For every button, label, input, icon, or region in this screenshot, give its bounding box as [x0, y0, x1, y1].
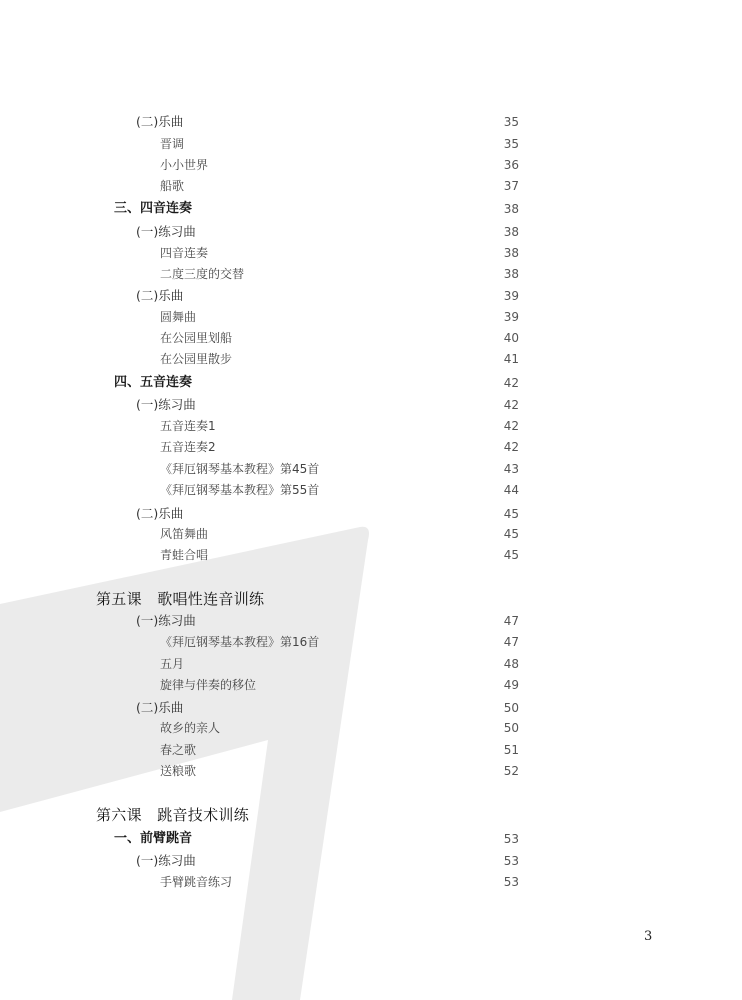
toc-entry-page: 38 — [503, 202, 519, 216]
toc-entry-title: 旋律与伴奏的移位 — [160, 678, 257, 692]
toc-entry-title: (一)练习曲 — [136, 397, 196, 412]
toc-entry-page: 50 — [503, 721, 519, 735]
toc-entry-page: 37 — [503, 179, 519, 193]
toc-entry-page: 40 — [503, 331, 519, 345]
toc-entry — [0, 632, 742, 652]
toc-entry — [0, 416, 742, 436]
toc-entry — [0, 740, 742, 760]
toc-entry — [0, 264, 742, 284]
toc-entry-page: 53 — [503, 875, 519, 889]
toc-entry — [0, 698, 742, 718]
toc-entry-page: 42 — [503, 398, 519, 412]
chapter-heading — [0, 805, 742, 825]
toc-entry-title: (二)乐曲 — [136, 114, 184, 129]
toc-entry — [0, 134, 742, 154]
toc-entry — [0, 307, 742, 327]
toc-entry-page: 35 — [503, 115, 519, 129]
toc-entry-title: (一)练习曲 — [136, 224, 196, 239]
toc-entry-title: 二度三度的交替 — [160, 267, 245, 281]
toc-entry-page: 38 — [503, 246, 519, 260]
toc-entry-page: 45 — [503, 507, 519, 521]
toc-entry-title: 送粮歌 — [160, 764, 197, 778]
toc-entry-title: 风笛舞曲 — [160, 527, 209, 541]
toc-entry-title: 船歌 — [160, 179, 185, 193]
toc-entry-title: 《拜厄钢琴基本教程》第55首 — [160, 483, 320, 497]
toc-entry-title: 五音连奏2 — [160, 440, 216, 454]
toc-entry-page: 42 — [503, 376, 519, 390]
toc-entry-title: 圆舞曲 — [160, 310, 197, 324]
toc-entry-page: 42 — [503, 419, 519, 433]
toc-entry-title: 《拜厄钢琴基本教程》第45首 — [160, 462, 320, 476]
toc-entry-title: 五音连奏1 — [160, 419, 216, 433]
toc-entry — [0, 718, 742, 738]
toc-entry — [0, 222, 742, 242]
chapter-title: 第五课 歌唱性连音训练 — [96, 590, 265, 608]
toc-entry-title: 晋调 — [160, 137, 185, 151]
toc-entry-page: 45 — [503, 548, 519, 562]
toc-entry — [0, 349, 742, 369]
toc-entry — [0, 459, 742, 479]
toc-entry-title: 小小世界 — [160, 158, 209, 172]
toc-entry-page: 53 — [503, 832, 519, 846]
toc-entry-title: 故乡的亲人 — [160, 721, 221, 735]
toc-entry — [0, 504, 742, 524]
toc-entry-page: 47 — [503, 614, 519, 628]
toc-entry-page: 52 — [503, 764, 519, 778]
toc-entry-page: 53 — [503, 854, 519, 868]
toc-entry — [0, 524, 742, 544]
toc-entry — [0, 112, 742, 132]
toc-entry-title: 在公园里划船 — [160, 331, 233, 345]
toc-entry — [0, 199, 742, 219]
toc-entry-page: 44 — [503, 483, 519, 497]
toc-entry — [0, 851, 742, 871]
toc-entry — [0, 654, 742, 674]
toc-entry-title: 四、五音连奏 — [114, 375, 193, 390]
toc-entry — [0, 437, 742, 457]
toc-entry — [0, 155, 742, 175]
toc-entry — [0, 545, 742, 565]
toc-entry-page: 51 — [503, 743, 519, 757]
toc-entry-page: 45 — [503, 527, 519, 541]
toc-entry-title: 一、前臂跳音 — [114, 831, 193, 846]
toc-entry-page: 47 — [503, 635, 519, 649]
toc-entry-page: 39 — [503, 310, 519, 324]
toc-entry-page: 39 — [503, 289, 519, 303]
toc-entry — [0, 480, 742, 500]
toc-entry-title: 三、四音连奏 — [114, 201, 193, 216]
toc-entry-page: 50 — [503, 701, 519, 715]
toc-entry-title: 五月 — [160, 657, 185, 671]
page-number: 3 — [644, 929, 653, 944]
toc-entry-title: (一)练习曲 — [136, 613, 196, 628]
toc-entry-title: (二)乐曲 — [136, 288, 184, 303]
toc-entry-page: 43 — [503, 462, 519, 476]
toc-entry — [0, 328, 742, 348]
toc-entry-page: 49 — [503, 678, 519, 692]
toc-entry-page: 48 — [503, 657, 519, 671]
toc-entry-title: 四音连奏 — [160, 246, 209, 260]
toc-entry — [0, 176, 742, 196]
toc-entry-page: 42 — [503, 440, 519, 454]
toc-entry — [0, 872, 742, 892]
toc-entry-title: 在公园里散步 — [160, 352, 233, 366]
toc-entry-title: 手臂跳音练习 — [160, 875, 233, 889]
toc-entry-title: (二)乐曲 — [136, 700, 184, 715]
toc-entry-page: 35 — [503, 137, 519, 151]
toc-entry-title: (二)乐曲 — [136, 506, 184, 521]
toc-entry-page: 38 — [503, 225, 519, 239]
toc-entry — [0, 675, 742, 695]
toc-entry — [0, 829, 742, 849]
toc-entry-page: 38 — [503, 267, 519, 281]
toc-entry — [0, 243, 742, 263]
toc-entry-title: 春之歌 — [160, 743, 197, 757]
toc-entry — [0, 286, 742, 306]
toc-entry-title: (一)练习曲 — [136, 853, 196, 868]
toc-entry-page: 41 — [503, 352, 519, 366]
toc-entry-title: 青蛙合唱 — [160, 548, 209, 562]
chapter-heading — [0, 589, 742, 609]
toc-entry — [0, 761, 742, 781]
toc-entry — [0, 611, 742, 631]
toc-entry — [0, 373, 742, 393]
toc-entry-title: 《拜厄钢琴基本教程》第16首 — [160, 635, 320, 649]
chapter-title: 第六课 跳音技术训练 — [96, 806, 250, 824]
toc-entry — [0, 395, 742, 415]
toc-entry-page: 36 — [503, 158, 519, 172]
